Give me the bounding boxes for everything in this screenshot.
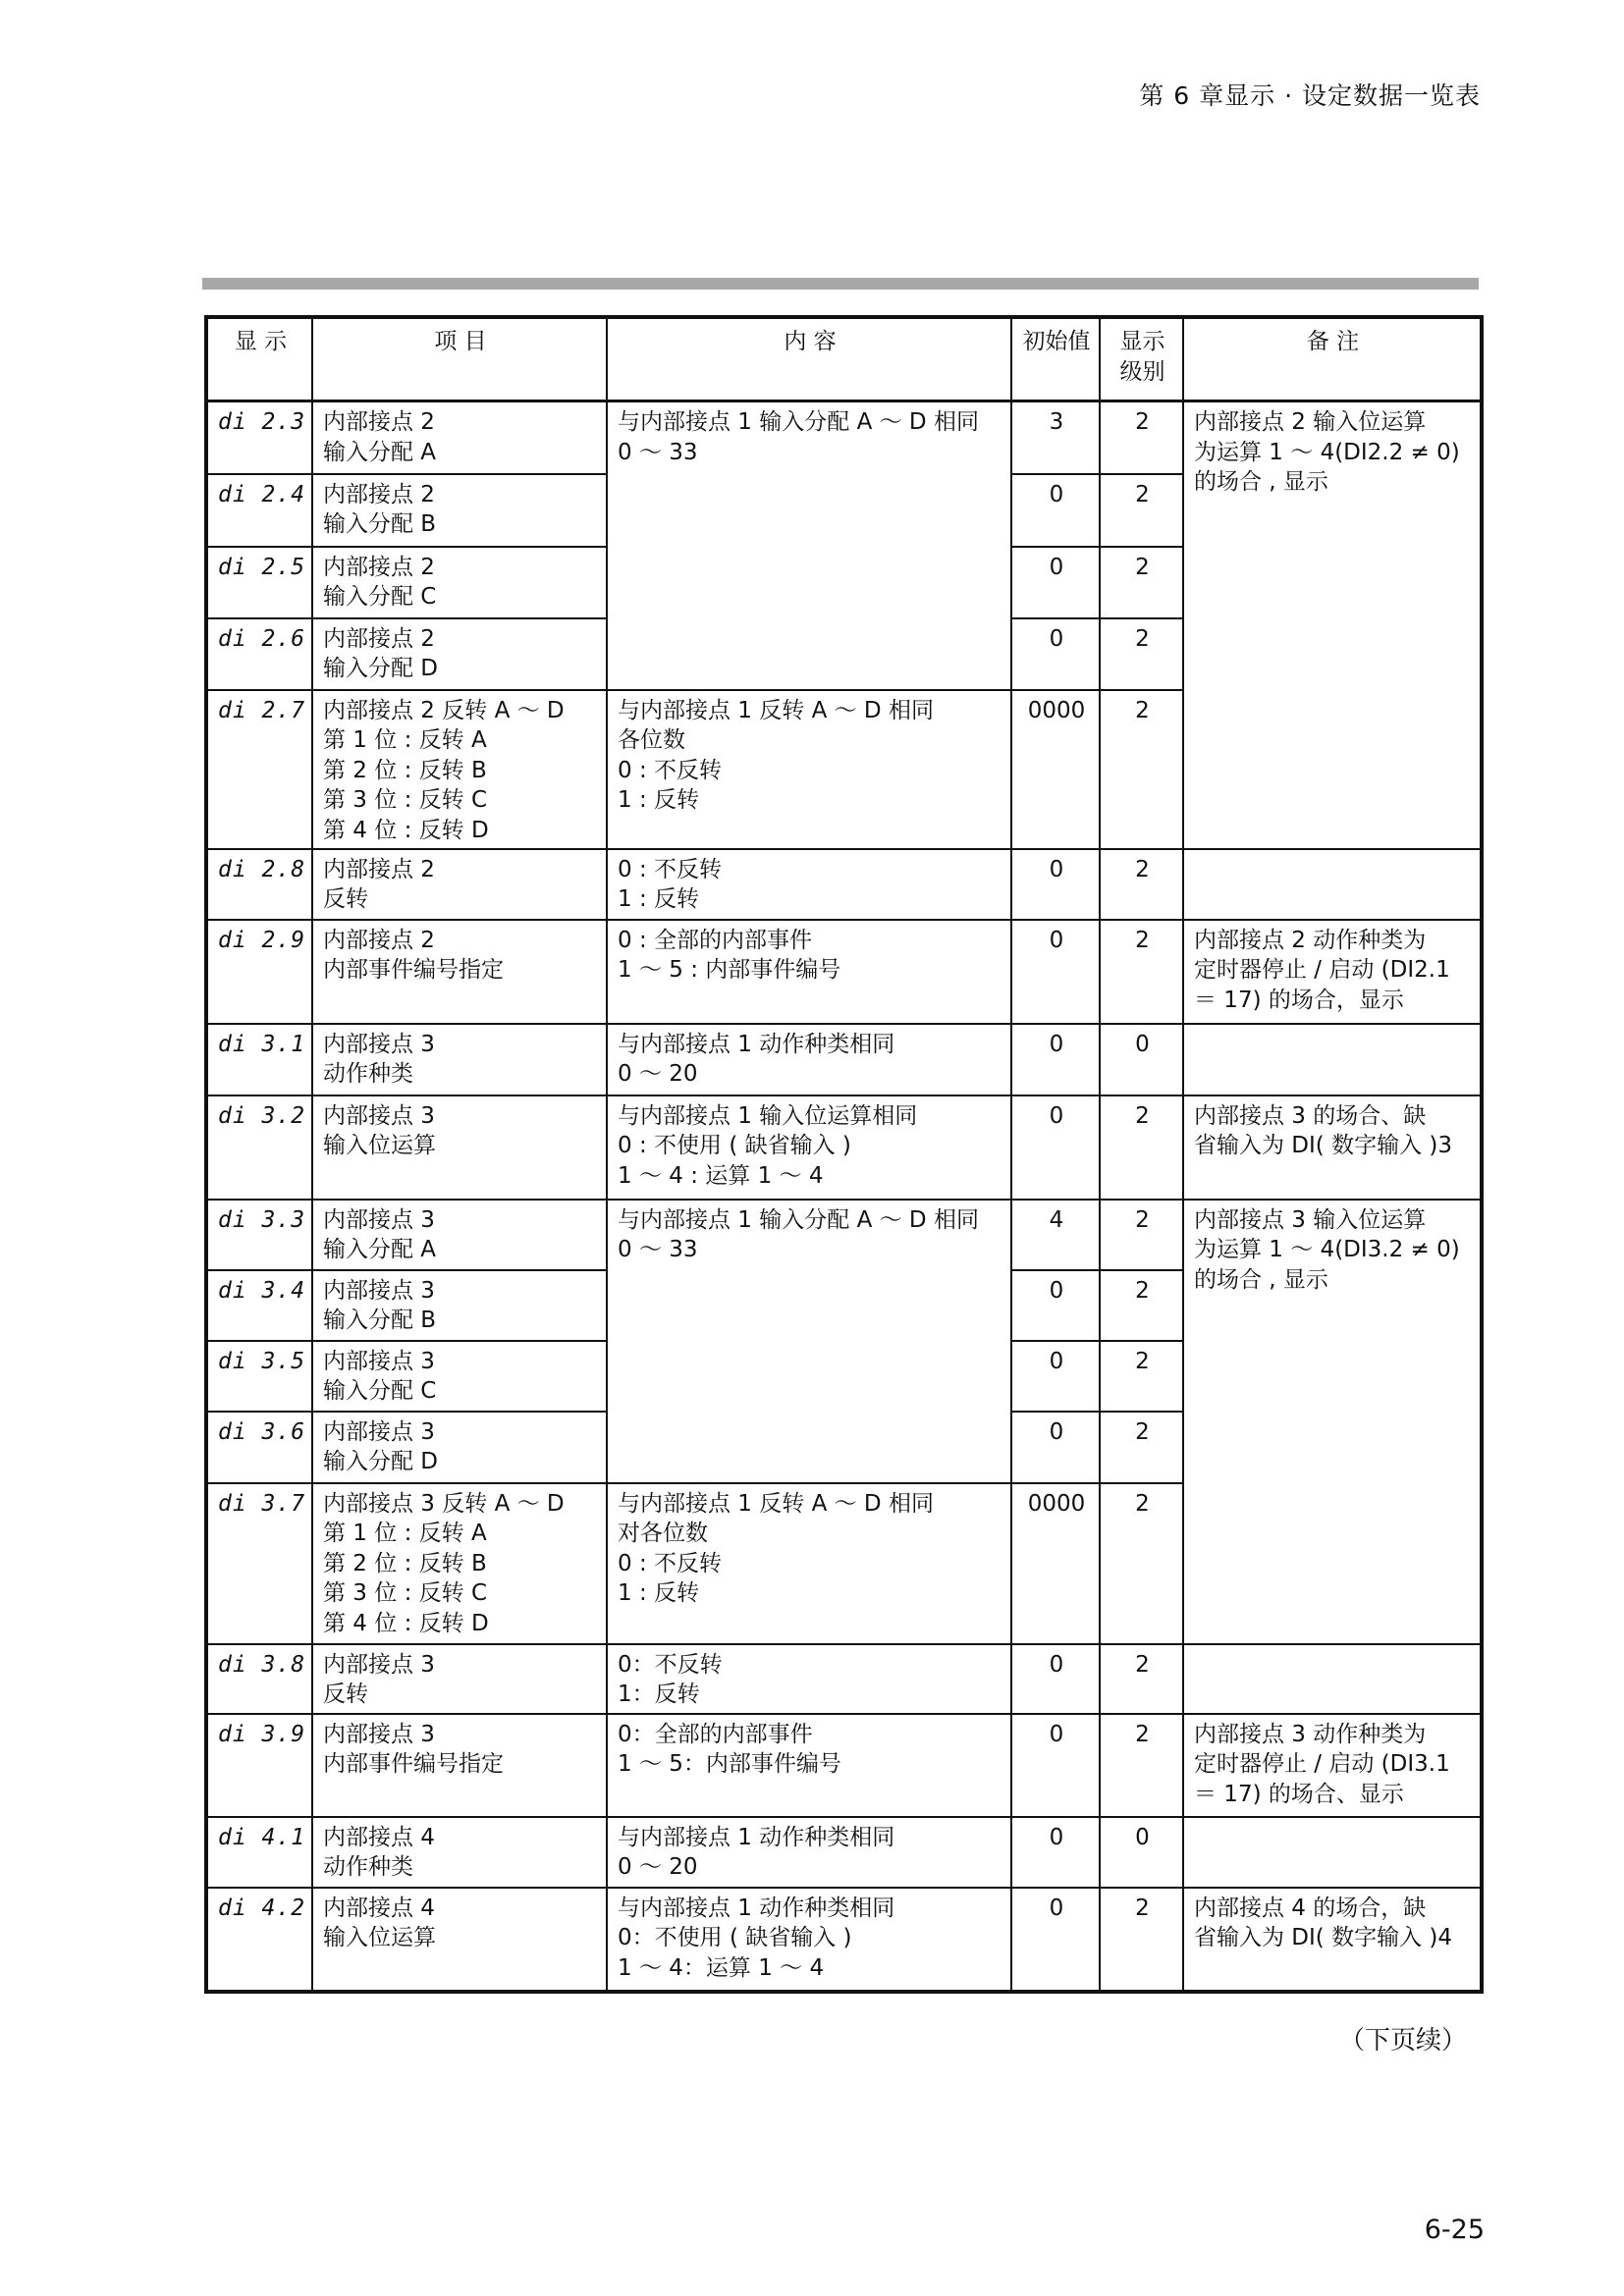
display-level: 2	[1100, 547, 1183, 618]
table-row	[206, 1095, 1482, 1200]
content-cell-line: 与内部接点 1 输入分配 A ～ D 相同	[618, 409, 979, 435]
item-cell-line: 第 1 位 : 反转 A	[323, 727, 487, 753]
item-cell-line: 动作种类	[323, 1061, 413, 1087]
note-cell-line: 省输入为 DI( 数字输入 )4	[1194, 1925, 1453, 1950]
note-cell	[1183, 1024, 1482, 1095]
item-cell	[312, 849, 607, 920]
table-header-row	[206, 317, 1482, 401]
item-cell-line: 输入分配 D	[323, 1449, 439, 1474]
item-cell-line: 输入位运算	[323, 1925, 436, 1950]
item-cell	[312, 474, 607, 547]
table-row	[206, 1644, 1482, 1714]
initial-value: 0	[1011, 920, 1100, 1024]
item-cell	[312, 690, 607, 849]
initial-value: 0000	[1011, 690, 1100, 849]
content-cell-line: 与内部接点 1 反转 A ～ D 相同	[618, 697, 934, 723]
display-code: di 2.7	[206, 690, 312, 849]
item-cell-line: 内部接点 3	[323, 1206, 435, 1233]
display-level: 2	[1100, 1341, 1183, 1412]
item-cell-line: 内部接点 3	[323, 1651, 435, 1678]
item-cell-line: 内部接点 4	[323, 1895, 435, 1921]
initial-value: 4	[1011, 1200, 1100, 1270]
item-cell	[312, 1483, 607, 1644]
display-code: di 2.3	[206, 401, 312, 474]
item-cell	[312, 1714, 607, 1817]
table-row	[206, 401, 1482, 474]
display-level: 0	[1100, 1817, 1183, 1888]
note-cell	[1183, 1817, 1482, 1888]
content-cell-line: 0：不使用 ( 缺省输入 )	[618, 1925, 852, 1950]
item-cell-line: 第 3 位 : 反转 C	[323, 787, 487, 813]
content-cell-line: 0 : 全部的内部事件	[618, 927, 813, 953]
content-cell-line: 0 : 不反转	[618, 1550, 723, 1576]
item-cell	[312, 1817, 607, 1888]
content-cell-line: 各位数	[618, 727, 685, 753]
content-cell-line: 1 ～ 4：运算 1 ～ 4	[618, 1954, 825, 1981]
content-cell	[607, 690, 1011, 849]
display-level: 2	[1100, 849, 1183, 920]
item-cell-line: 内部接点 4	[323, 1824, 435, 1850]
content-cell-line: 与内部接点 1 输入位运算相同	[618, 1102, 918, 1129]
initial-value: 0	[1011, 1888, 1100, 1992]
table-row	[206, 1817, 1482, 1888]
display-level: 2	[1100, 1483, 1183, 1644]
display-level: 2	[1100, 401, 1183, 474]
content-cell	[607, 1888, 1011, 1992]
display-level: 2	[1100, 1200, 1183, 1270]
display-code: di 3.7	[206, 1483, 312, 1644]
content-cell-line: 0 ～ 20	[618, 1854, 698, 1880]
display-code: di 3.2	[206, 1095, 312, 1200]
content-cell-line: 0 ～ 33	[618, 439, 698, 465]
content-cell-line: 对各位数	[618, 1521, 708, 1546]
item-cell-line: 第 3 位 : 反转 C	[323, 1580, 487, 1606]
note-cell-line: 内部接点 2 输入位运算	[1194, 409, 1427, 435]
item-cell-line: 内部接点 3	[323, 1418, 435, 1445]
initial-value: 0	[1011, 1341, 1100, 1412]
initial-value: 3	[1011, 401, 1100, 474]
content-cell-line: 0 : 不反转	[618, 757, 723, 783]
initial-value: 0	[1011, 618, 1100, 690]
content-cell-line: 1 ～ 4 : 运算 1 ～ 4	[618, 1162, 824, 1189]
item-cell-line: 第 2 位 : 反转 B	[323, 1550, 487, 1576]
display-code: di 3.4	[206, 1270, 312, 1341]
initial-value: 0	[1011, 1270, 1100, 1341]
header-display: 显 示	[206, 317, 312, 401]
item-cell	[312, 401, 607, 474]
display-level: 0	[1100, 1024, 1183, 1095]
note-cell-line: 内部接点 3 动作种类为	[1194, 1721, 1427, 1747]
item-cell	[312, 1644, 607, 1714]
item-cell-line: 第 1 位 : 反转 A	[323, 1521, 487, 1546]
table-row	[206, 1714, 1482, 1817]
display-code: di 3.9	[206, 1714, 312, 1817]
display-code: di 3.6	[206, 1412, 312, 1483]
table-row	[206, 1024, 1482, 1095]
note-cell	[1183, 401, 1482, 849]
item-cell-line: 第 4 位 : 反转 D	[323, 1610, 489, 1636]
note-cell-line: 的场合 , 显示	[1194, 1266, 1328, 1293]
item-cell-line: 第 4 位 : 反转 D	[323, 817, 489, 843]
display-level: 2	[1100, 1888, 1183, 1992]
display-level: 2	[1100, 1270, 1183, 1341]
display-code: di 4.1	[206, 1817, 312, 1888]
item-cell	[312, 1341, 607, 1412]
note-cell-line: 定时器停止 / 启动 (DI3.1	[1194, 1751, 1450, 1777]
note-cell-line: ＝ 17) 的场合，显示	[1194, 987, 1404, 1013]
header-display-level: 显示 级别	[1100, 317, 1183, 401]
item-cell	[312, 618, 607, 690]
display-level: 2	[1100, 1412, 1183, 1483]
item-cell-line: 输入分配 A	[323, 439, 437, 465]
display-code: di 3.1	[206, 1024, 312, 1095]
item-cell-line: 内部接点 2	[323, 856, 435, 882]
content-cell-line: 0 : 不使用 ( 缺省输入 )	[618, 1133, 851, 1158]
content-cell-line: 与内部接点 1 动作种类相同	[618, 1895, 895, 1921]
note-cell-line: 内部接点 3 的场合、缺	[1194, 1102, 1427, 1129]
content-cell	[607, 1200, 1011, 1483]
note-cell	[1183, 849, 1482, 920]
note-cell	[1183, 920, 1482, 1024]
item-cell-line: 内部接点 2	[323, 554, 435, 580]
display-level: 2	[1100, 920, 1183, 1024]
note-cell-line: 为运算 1 ～ 4(DI3.2 ≠ 0)	[1194, 1237, 1460, 1262]
header-content: 内 容	[607, 317, 1011, 401]
content-cell-line: 0：不反转	[618, 1651, 723, 1678]
item-cell	[312, 1095, 607, 1200]
note-cell	[1183, 1714, 1482, 1817]
item-cell-line: 内部接点 3 反转 A ～ D	[323, 1490, 565, 1517]
item-cell-line: 内部接点 3	[323, 1031, 435, 1057]
initial-value: 0	[1011, 849, 1100, 920]
content-cell-line: 与内部接点 1 输入分配 A ～ D 相同	[618, 1206, 979, 1233]
display-code: di 2.9	[206, 920, 312, 1024]
item-cell-line: 输入分配 C	[323, 1378, 437, 1404]
initial-value: 0	[1011, 1714, 1100, 1817]
settings-table	[204, 315, 1484, 1994]
item-cell-line: 内部接点 3	[323, 1277, 435, 1304]
display-code: di 2.4	[206, 474, 312, 547]
item-cell-line: 内部接点 2	[323, 625, 435, 652]
note-cell	[1183, 1888, 1482, 1992]
item-cell-line: 内部接点 3	[323, 1348, 435, 1374]
section-rule	[202, 278, 1479, 290]
content-cell-line: 0：全部的内部事件	[618, 1721, 813, 1747]
page-number: 6-25	[1424, 2215, 1485, 2245]
content-cell-line: 与内部接点 1 动作种类相同	[618, 1824, 895, 1850]
header-notes: 备 注	[1183, 317, 1482, 401]
note-cell	[1183, 1095, 1482, 1200]
table-row	[206, 920, 1482, 1024]
initial-value: 0	[1011, 1644, 1100, 1714]
display-level: 2	[1100, 618, 1183, 690]
item-cell-line: 输入位运算	[323, 1133, 436, 1158]
item-cell	[312, 1412, 607, 1483]
item-cell-line: 输入分配 C	[323, 584, 437, 610]
initial-value: 0	[1011, 547, 1100, 618]
chapter-header: 第 6 章显示 · 设定数据一览表	[1139, 81, 1481, 110]
item-cell-line: 内部接点 2	[323, 409, 435, 435]
content-cell	[607, 1714, 1011, 1817]
content-cell-line: 1 ～ 5 : 内部事件编号	[618, 957, 841, 983]
item-cell-line: 输入分配 A	[323, 1237, 437, 1262]
initial-value: 0	[1011, 1817, 1100, 1888]
display-code: di 3.8	[206, 1644, 312, 1714]
content-cell	[607, 401, 1011, 690]
content-cell	[607, 1024, 1011, 1095]
content-cell	[607, 1644, 1011, 1714]
note-cell	[1183, 1644, 1482, 1714]
initial-value: 0	[1011, 1412, 1100, 1483]
item-cell-line: 内部接点 3	[323, 1721, 435, 1747]
item-cell	[312, 547, 607, 618]
item-cell-line: 内部事件编号指定	[323, 957, 504, 983]
display-level: 2	[1100, 474, 1183, 547]
content-cell-line: 1 : 反转	[618, 886, 700, 912]
item-cell-line: 内部接点 2	[323, 481, 435, 507]
item-cell-line: 内部接点 3	[323, 1102, 435, 1129]
note-cell-line: 内部接点 2 动作种类为	[1194, 927, 1427, 953]
note-cell-line: 的场合 , 显示	[1194, 469, 1328, 495]
item-cell	[312, 920, 607, 1024]
item-cell	[312, 1024, 607, 1095]
content-cell-line: 1 : 反转	[618, 1580, 700, 1606]
content-cell	[607, 849, 1011, 920]
header-initial-value: 初始值	[1011, 317, 1100, 401]
content-cell-line: 1：反转	[618, 1682, 700, 1707]
content-cell-line: 0 ～ 20	[618, 1061, 698, 1087]
content-cell-line: 与内部接点 1 反转 A ～ D 相同	[618, 1490, 934, 1517]
note-cell-line: 内部接点 3 输入位运算	[1194, 1206, 1427, 1233]
content-cell	[607, 1095, 1011, 1200]
item-cell	[312, 1888, 607, 1992]
note-cell-line: 内部接点 4 的场合，缺	[1194, 1895, 1427, 1921]
note-cell-line: ＝ 17) 的场合、显示	[1194, 1781, 1404, 1807]
display-code: di 4.2	[206, 1888, 312, 1992]
item-cell-line: 反转	[323, 886, 368, 912]
item-cell-line: 输入分配 D	[323, 656, 439, 681]
initial-value: 0000	[1011, 1483, 1100, 1644]
content-cell	[607, 1817, 1011, 1888]
display-level: 2	[1100, 1095, 1183, 1200]
content-cell-line: 0 ～ 33	[618, 1237, 698, 1262]
display-level: 2	[1100, 1644, 1183, 1714]
initial-value: 0	[1011, 1095, 1100, 1200]
note-cell	[1183, 1200, 1482, 1644]
table-row	[206, 849, 1482, 920]
item-cell-line: 输入分配 B	[323, 1308, 437, 1333]
display-code: di 2.5	[206, 547, 312, 618]
item-cell-line: 内部事件编号指定	[323, 1751, 504, 1777]
display-code: di 2.6	[206, 618, 312, 690]
item-cell	[312, 1270, 607, 1341]
content-cell	[607, 1483, 1011, 1644]
header-item: 项 目	[312, 317, 607, 401]
display-code: di 3.3	[206, 1200, 312, 1270]
content-cell-line: 0 : 不反转	[618, 856, 723, 882]
continued-note: （下页续）	[1338, 2026, 1467, 2056]
content-cell-line: 与内部接点 1 动作种类相同	[618, 1031, 895, 1057]
note-cell-line: 省输入为 DI( 数字输入 )3	[1194, 1133, 1453, 1158]
table-row	[206, 1200, 1482, 1270]
item-cell-line: 反转	[323, 1682, 368, 1707]
item-cell-line: 动作种类	[323, 1854, 413, 1880]
note-cell-line: 为运算 1 ～ 4(DI2.2 ≠ 0)	[1194, 439, 1460, 465]
display-level: 2	[1100, 690, 1183, 849]
display-level: 2	[1100, 1714, 1183, 1817]
table-row	[206, 1888, 1482, 1992]
item-cell-line: 第 2 位 : 反转 B	[323, 757, 487, 783]
item-cell-line: 输入分配 B	[323, 511, 437, 537]
initial-value: 0	[1011, 1024, 1100, 1095]
content-cell-line: 1 ～ 5：内部事件编号	[618, 1751, 841, 1777]
content-cell	[607, 920, 1011, 1024]
item-cell	[312, 1200, 607, 1270]
display-code: di 3.5	[206, 1341, 312, 1412]
note-cell-line: 定时器停止 / 启动 (DI2.1	[1194, 957, 1450, 983]
item-cell-line: 内部接点 2	[323, 927, 435, 953]
initial-value: 0	[1011, 474, 1100, 547]
display-code: di 2.8	[206, 849, 312, 920]
item-cell-line: 内部接点 2 反转 A ～ D	[323, 697, 565, 723]
content-cell-line: 1 : 反转	[618, 787, 700, 813]
